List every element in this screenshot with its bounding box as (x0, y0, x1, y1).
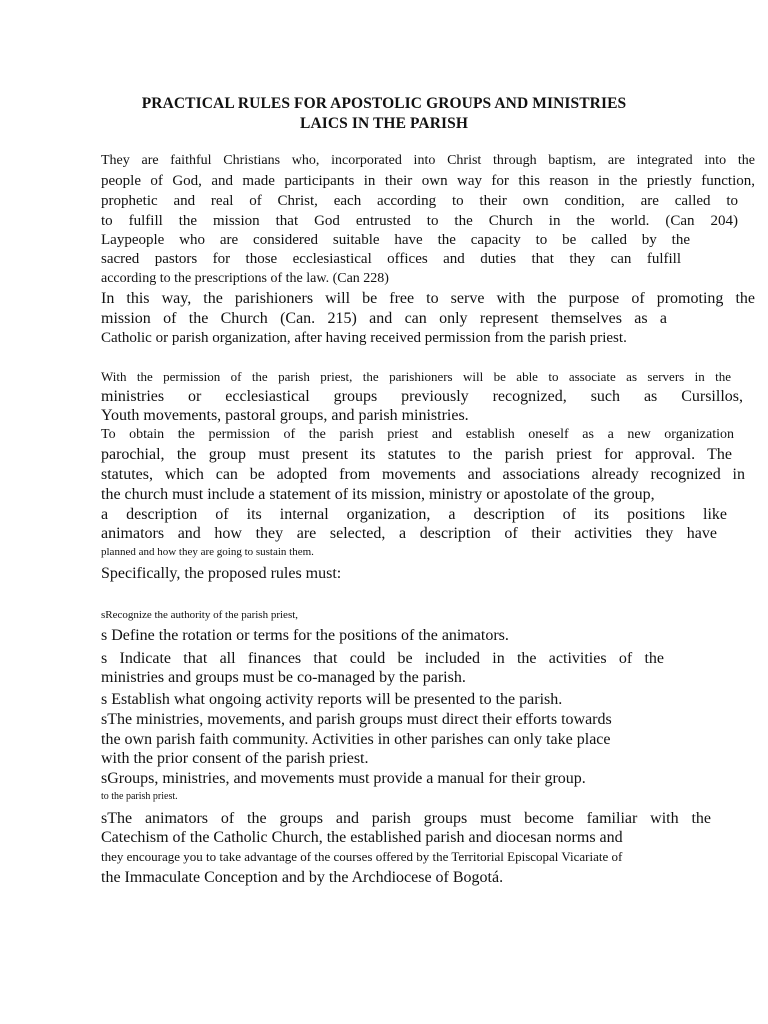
rule-item: sRecognize the authority of the parish priest, (101, 609, 299, 621)
paragraph-1-line: sacred pastors for those ecclesiastical offices and duties that they can fulfill (101, 251, 681, 267)
rule-item: sGroups, ministries, and movements must provide a manual for their group. (101, 770, 586, 787)
paragraph-2-line: animators and how they are selected, a description of their activities they have (101, 525, 717, 542)
paragraph-1-line: mission of the Church (Can. 215) and can only represent themselves as a (101, 310, 667, 327)
paragraph-1-line: people of God, and made participants in their own way for this reason in the priestly function, (101, 173, 755, 189)
rule-item: sThe ministries, movements, and parish groups must direct their efforts towards (101, 711, 612, 728)
paragraph-2-line: parochial, the group must present its statutes to the parish priest for approval. The (101, 446, 732, 463)
paragraph-2-line: Specifically, the proposed rules must: (101, 565, 342, 582)
paragraph-2-line: statutes, which can be adopted from movements and associations already recognized in (101, 466, 745, 483)
rule-item: s Indicate that all finances that could be included in the activities of the (101, 650, 664, 667)
rule-item: sThe animators of the groups and parish groups must become familiar with the (101, 810, 711, 827)
paragraph-2-line: With the permission of the parish priest, the parishioners will be able to associate as servers in the (101, 369, 731, 384)
paragraph-1-line: according to the prescriptions of the law. (Can 228) (101, 271, 389, 286)
rule-item: the own parish faith community. Activities in other parishes can only take place (101, 731, 611, 748)
paragraph-1-line: In this way, the parishioners will be free to serve with the purpose of promoting the (101, 290, 755, 307)
document-title-line-2: LAICS IN THE PARISH (300, 115, 468, 132)
rule-item: to the parish priest. (101, 791, 178, 802)
paragraph-2-line: Youth movements, pastoral groups, and parish ministries. (101, 407, 469, 424)
paragraph-2-line: planned and how they are going to sustain them. (101, 546, 314, 558)
rule-item: they encourage you to take advantage of the courses offered by the Territorial Episcopal Vicariate of (101, 849, 623, 864)
paragraph-2-line: the church must include a statement of its mission, ministry or apostolate of the group, (101, 486, 655, 503)
rule-item: s Define the rotation or terms for the positions of the animators. (101, 627, 509, 644)
paragraph-2-line: To obtain the permission of the parish priest and establish oneself as a new organization (101, 427, 734, 442)
rule-item: ministries and groups must be co-managed by the parish. (101, 669, 466, 686)
paragraph-1-line: to fulfill the mission that God entrusted to the Church in the world. (Can 204) (101, 213, 738, 229)
rule-item: s Establish what ongoing activity reports will be presented to the parish. (101, 691, 563, 708)
rule-item: Catechism of the Catholic Church, the established parish and diocesan norms and (101, 829, 623, 846)
paragraph-1-line: They are faithful Christians who, incorporated into Christ through baptism, are integrated into the (101, 153, 755, 168)
paragraph-1-line: Laypeople who are considered suitable have the capacity to be called by the (101, 232, 690, 248)
paragraph-2-line: ministries or ecclesiastical groups previously recognized, such as Cursillos, (101, 388, 743, 405)
document-title-line-1: PRACTICAL RULES FOR APOSTOLIC GROUPS AND MINISTRIES (141, 95, 627, 112)
rule-item: with the prior consent of the parish priest. (101, 750, 369, 767)
paragraph-1-line: prophetic and real of Christ, each according to their own condition, are called to (101, 193, 738, 209)
paragraph-1-line: Catholic or parish organization, after having received permission from the parish priest. (101, 330, 627, 346)
rule-item: the Immaculate Conception and by the Archdiocese of Bogotá. (101, 869, 504, 886)
paragraph-2-line: a description of its internal organization, a description of its positions like (101, 506, 727, 523)
